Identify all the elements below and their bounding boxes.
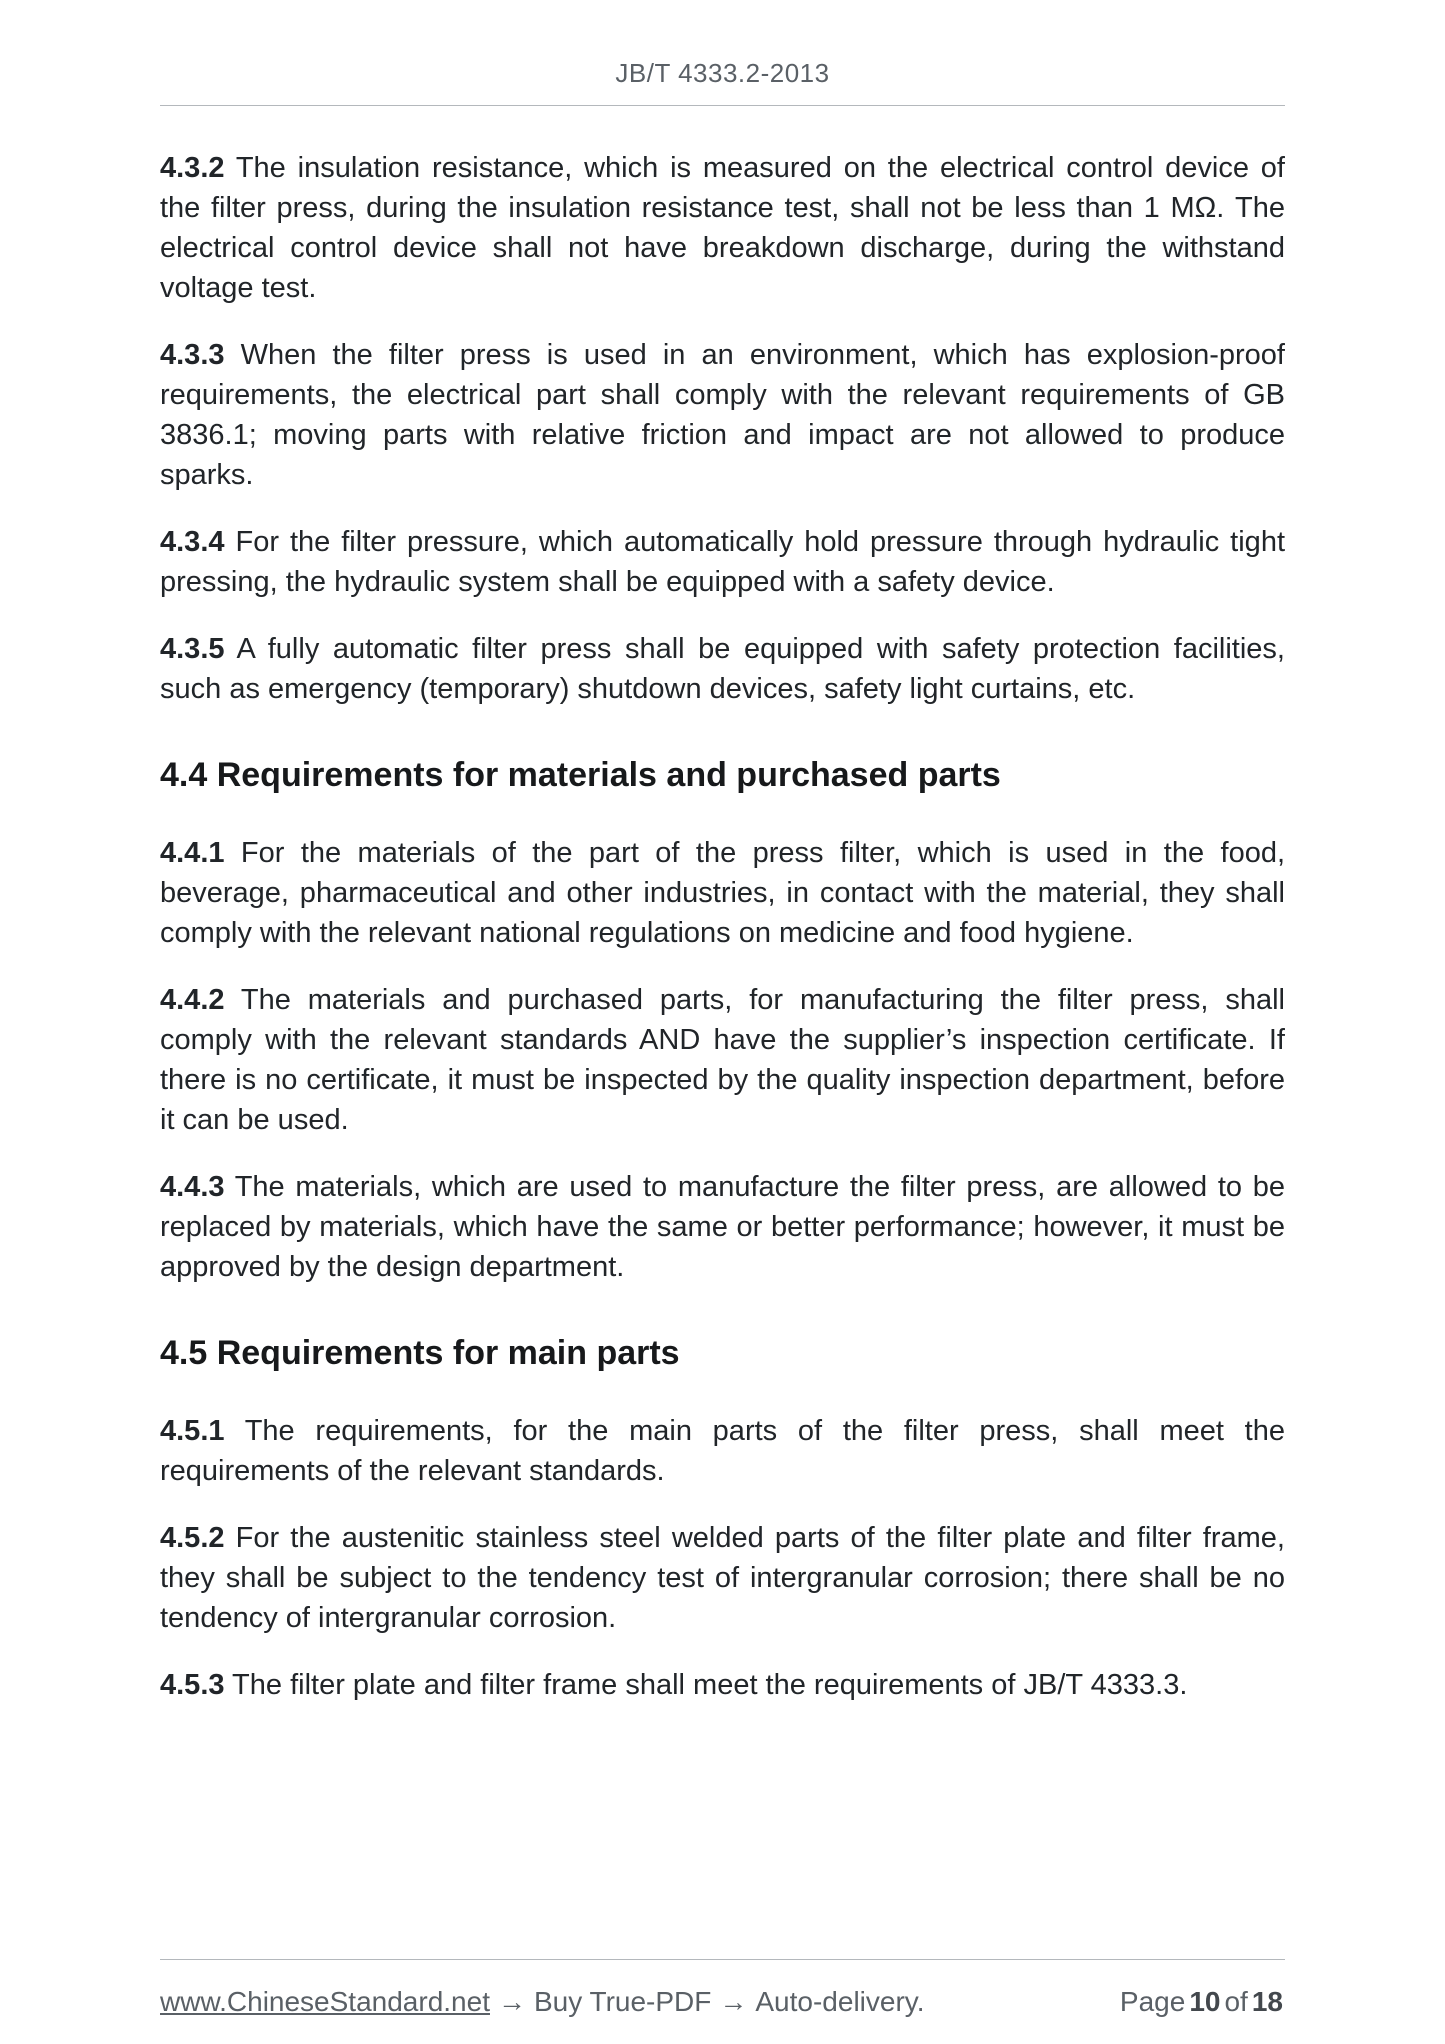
clause-number: 4.3.2 [160,152,225,184]
clause-text: The insulation resistance, which is measured on the electrical control device of the filter press, during the insulation resistance test, shall not be less than 1 MΩ. The electrical control device shall not have breakdown discharge, during the withstand voltage test. [160,152,1285,304]
footer-source-line [160,1986,924,2018]
page-header [160,0,1285,106]
clause-text: The requirements, for the main parts of the filter press, shall meet the requirements of the relevant standards. [160,1415,1285,1487]
clause-number: 4.5.1 [160,1415,225,1447]
clause-text: The materials and purchased parts, for manufacturing the filter press, shall comply with the relevant standards AND have the supplier’s inspection certificate. If there is no certificate, it must be inspected by the quality inspection department, before it can be used. [160,984,1285,1136]
page-total: 18 [1251,1986,1283,2017]
clause-text: A fully automatic filter press shall be equipped with safety protection facilities, such as emergency (temporary) shutdown devices, safety light curtains, etc. [160,633,1285,705]
clause-number: 4.5.2 [160,1522,225,1554]
clause-number: 4.3.4 [160,526,225,558]
page-indicator [1118,1986,1285,2018]
section-heading-4-4: 4.4 Requirements for materials and purchased parts [160,756,1001,794]
clause-number: 4.5.3 [160,1669,225,1701]
paragraph-4-5-3 [160,1665,1285,1705]
document-body [160,106,1285,1959]
paragraph-4-3-5 [160,629,1285,709]
clause-text: For the austenitic stainless steel welded parts of the filter plate and filter frame, they shall be subject to the tendency test of intergranular corrosion; there shall be no tendency of intergranular corrosion. [160,1522,1285,1634]
clause-text: The filter plate and filter frame shall meet the requirements of JB/T 4333.3. [232,1669,1188,1701]
clause-text: For the filter pressure, which automatically hold pressure through hydraulic tight pressing, the hydraulic system shall be equipped with a safety device. [160,526,1285,598]
clause-number: 4.4.2 [160,984,225,1016]
chinesestandard-link[interactable]: www.ChineseStandard.net [160,1986,490,2017]
of-label: of [1224,1986,1248,2017]
paragraph-4-5-2 [160,1518,1285,1638]
clause-number: 4.3.5 [160,633,225,665]
clause-number: 4.3.3 [160,339,225,371]
paragraph-4-4-2 [160,980,1285,1140]
section-heading-4-5: 4.5 Requirements for main parts [160,1334,680,1372]
clause-text: The materials, which are used to manufacture the filter press, are allowed to be replaced by materials, which have the same or better performance; however, it must be approved by the design department. [160,1171,1285,1283]
paragraph-4-3-3 [160,335,1285,495]
paragraph-4-5-1 [160,1411,1285,1491]
paragraph-4-4-3 [160,1167,1285,1287]
page-current: 10 [1189,1986,1221,2017]
document-number: JB/T 4333.2-2013 [615,58,830,88]
page-label: Page [1119,1986,1186,2017]
right-arrow-icon: → [497,1986,526,2017]
clause-text: For the materials of the part of the press filter, which is used in the food, beverage, pharmaceutical and other industries, in contact with the material, they shall comply with the relevant national regulations on medicine and food hygiene. [160,837,1286,949]
footer-delivery-text: Auto-delivery. [755,1986,925,2017]
paragraph-4-3-2 [160,148,1285,308]
clause-number: 4.4.1 [160,837,225,869]
footer-buy-text: Buy True-PDF [533,1986,712,2017]
clause-text: When the filter press is used in an environment, which has explosion-proof requirements, the electrical part shall comply with the relevant requirements of GB 3836.1; moving parts with relative friction and impact are not allowed to produce sparks. [160,339,1285,491]
clause-number: 4.4.3 [160,1171,225,1203]
page-footer [160,1959,1285,2018]
right-arrow-icon: → [719,1986,748,2017]
paragraph-4-3-4 [160,522,1285,602]
paragraph-4-4-1 [160,833,1285,953]
